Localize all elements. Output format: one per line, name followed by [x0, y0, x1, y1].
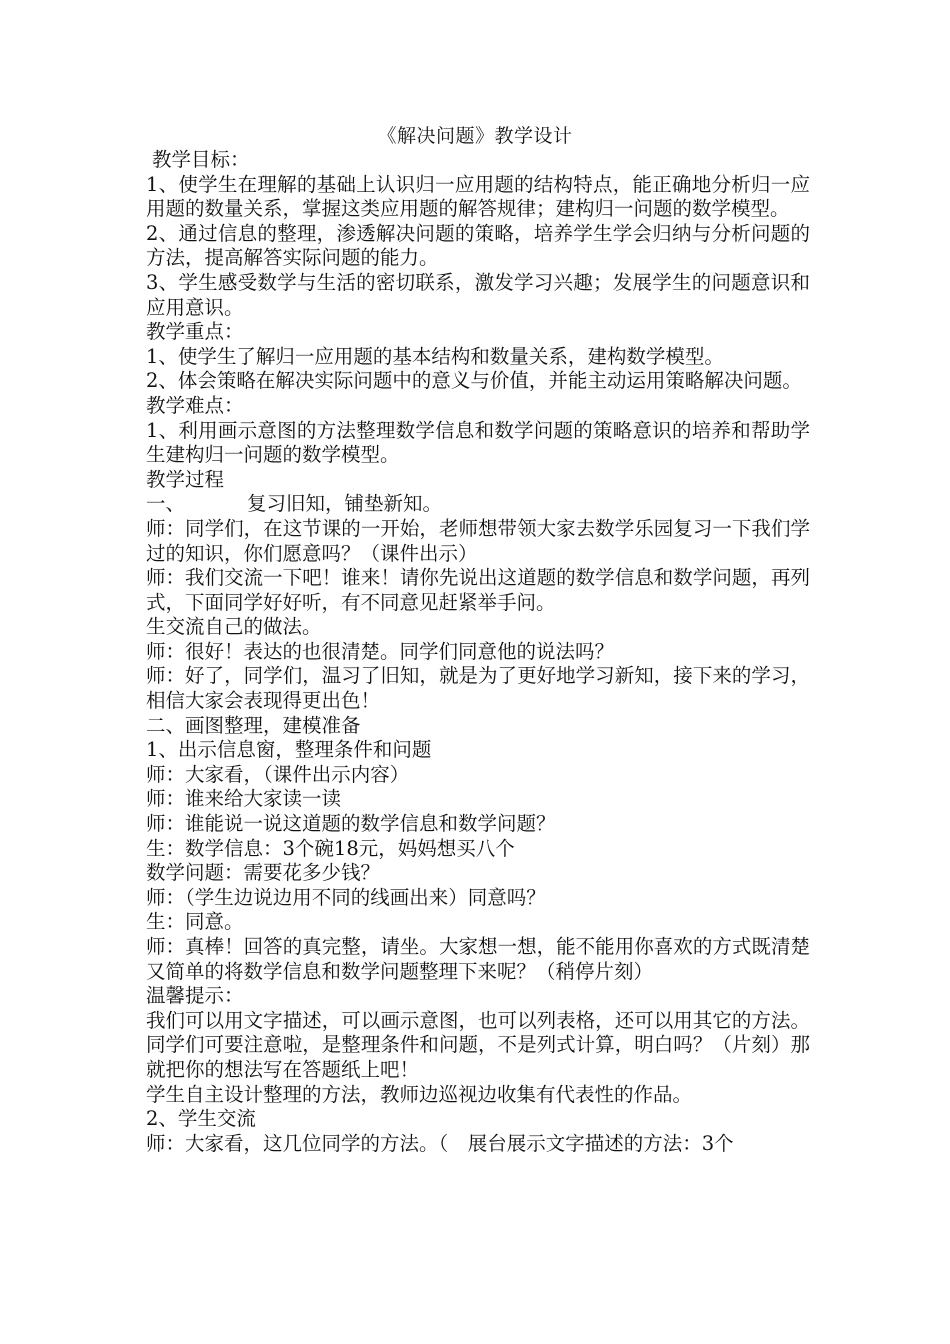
paragraph: 2、体会策略在解决实际问题中的意义与价值，并能主动运用策略解决问题。: [146, 369, 802, 393]
paragraph: 师：真棒！回答的真完整，请坐。大家想一想，能不能用你喜欢的方式既清楚又简单的将数学信息和数学问题整理下来呢？（稍停片刻）: [146, 935, 810, 983]
document-title: 《解决问题》教学设计: [377, 125, 573, 147]
paragraph: 师：我们交流一下吧！谁来！请你先说出这道题的数学信息和数学问题，再列式，下面同学好好听，有不同意见赶紧举手问。: [146, 566, 810, 614]
section-1-text: 复习旧知，铺垫新知。: [247, 492, 443, 516]
section-heading-process: 教学过程: [146, 467, 225, 491]
paragraph: 师：谁来给大家读一读: [146, 787, 342, 811]
paragraph: 师：大家看，这几位同学的方法。（ 展台展示文字描述的方法：3个: [146, 1131, 734, 1155]
paragraph: 师：（学生边说边用不同的线画出来）同意吗？: [146, 885, 546, 909]
paragraph: 师：好了，同学们，温习了旧知，就是为了更好地学习新知，接下来的学习，相信大家会表现得更出色！: [146, 664, 810, 713]
paragraph: 数学问题：需要花多少钱？: [146, 861, 381, 885]
paragraph: 1、利用画示意图的方法整理数学信息和数学问题的策略意识的培养和帮助学生建构归一问题的数学模型。: [146, 418, 810, 467]
paragraph: 温馨提示：: [146, 984, 244, 1008]
paragraph: 师：很好！表达的也很清楚。同学们同意他的说法吗？: [146, 639, 615, 663]
section-heading-objectives: 教学目标：: [152, 148, 250, 171]
paragraph: 1、使学生了解归一应用题的基本结构和数量关系，建构数学模型。: [146, 344, 724, 368]
section-heading-key-points: 教学重点：: [146, 320, 244, 344]
paragraph: 生：同意。: [146, 910, 244, 934]
section-1-heading: [146, 492, 810, 517]
paragraph: 1、使学生在理解的基础上认识归一应用题的结构特点，能正确地分析归一应用题的数量关系，掌握这类应用题的解答规律；建构归一问题的数学模型。: [146, 172, 810, 221]
paragraph: 3、学生感受数学与生活的密切联系，激发学习兴趣；发展学生的问题意识和应用意识。: [146, 270, 810, 319]
paragraph: 师：谁能说一说这道题的数学信息和数学问题？: [146, 812, 556, 836]
section-2-heading: 二、画图整理，建模准备: [146, 713, 361, 737]
paragraph: 2、学生交流: [146, 1107, 256, 1131]
paragraph: 生交流自己的做法。: [146, 615, 322, 639]
paragraph: 师：同学们，在这节课的一开始，老师想带领大家去数学乐园复习一下我们学过的知识，你们愿意吗？（课件出示）: [146, 516, 810, 565]
paragraph: 2、通过信息的整理，渗透解决问题的策略，培养学生学会归纳与分析问题的方法，提高解答实际问题的能力。: [146, 221, 810, 270]
paragraph: 师：大家看，（课件出示内容）: [146, 762, 410, 786]
paragraph: 学生自主设计整理的方法，教师边巡视边收集有代表性的作品。: [146, 1082, 693, 1106]
document-body: [146, 148, 810, 1156]
paragraph: 我们可以用文字描述，可以画示意图，也可以列表格，还可以用其它的方法。同学们可要注意啦，是整理条件和问题，不是列式计算，明白吗？（片刻）那就把你的想法写在答题纸上吧！: [146, 1008, 810, 1081]
section-heading-difficulties: 教学难点：: [146, 393, 244, 417]
paragraph: 生：数学信息：3个碗18元，妈妈想买八个: [146, 836, 515, 860]
section-1-number: 一、: [146, 492, 186, 516]
paragraph: 1、出示信息窗，整理条件和问题: [146, 738, 432, 762]
